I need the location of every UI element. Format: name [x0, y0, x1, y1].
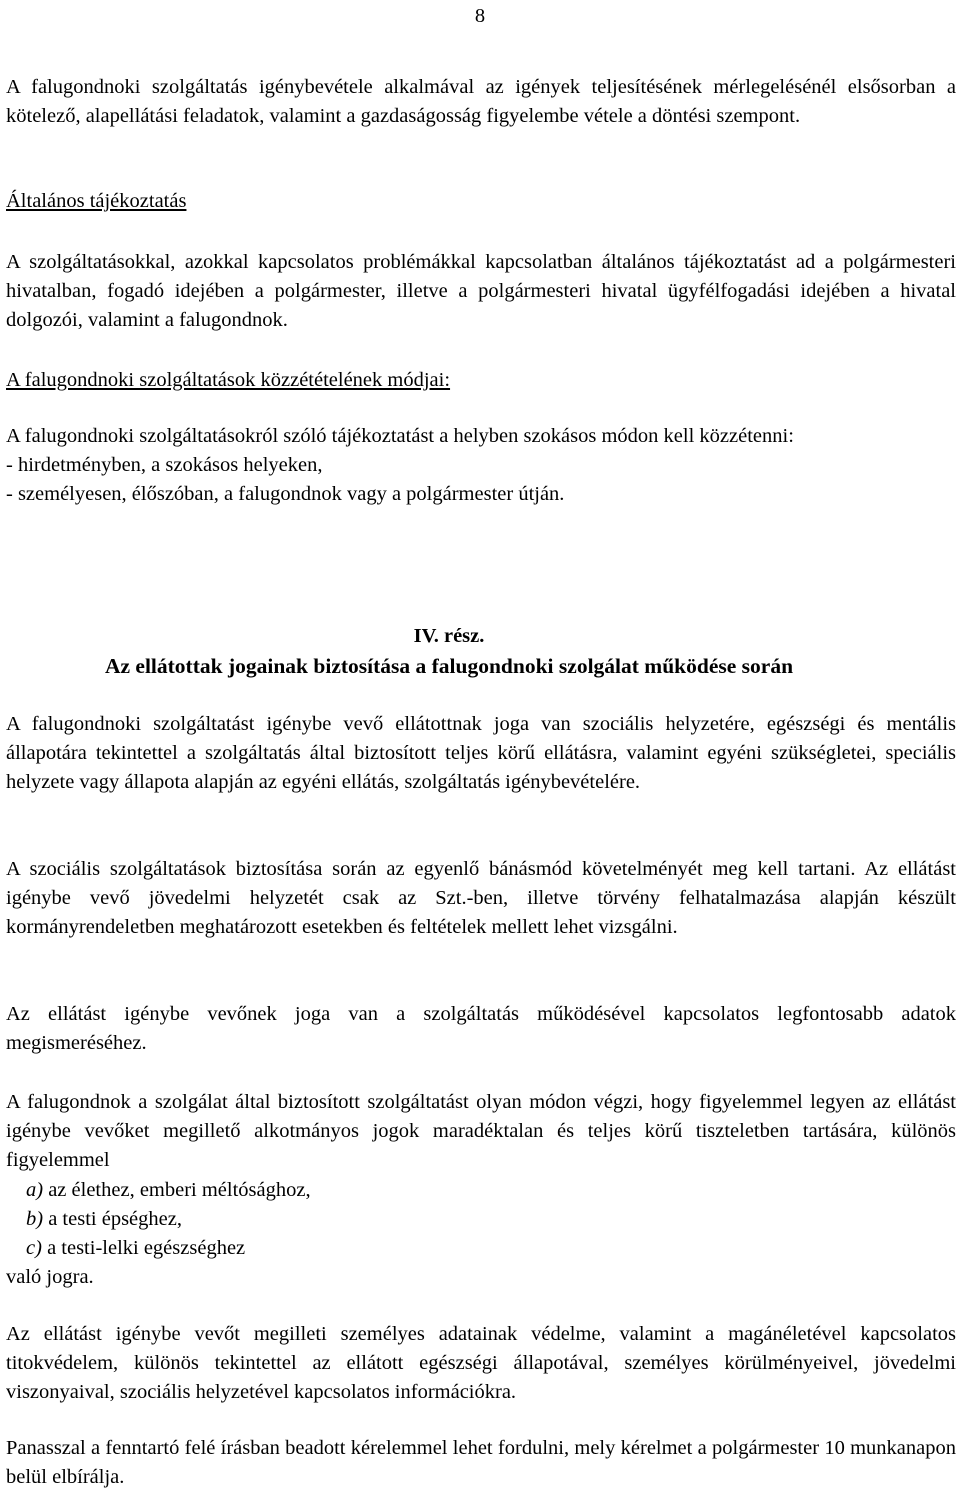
rights-paragraph-4: A falugondnok a szolgálat által biztosított szolgáltatást olyan módon végzi, hogy figyelemmel legyen az ellátást igénybe vevőket megillető alkotmányos jogok maradéktalan és teljes körű tiszteletben tartására, különös figyelemmel — [6, 1091, 956, 1172]
publication-item: - személyesen, élőszóban, a falugondnok vagy a polgármester útján. — [6, 483, 565, 506]
publication-heading: A falugondnoki szolgáltatások közzétételének módjai: — [6, 369, 451, 391]
rights-paragraph-5: Az ellátást igénybe vevőt megilleti személyes adatainak védelme, valamint a magánéletével kapcsolatos titokvédelem, különös tekintettel az ellátott egészségi állapotával, személyes körülményeivel, jövedelmi viszonyaival, szociális helyzetével kapcsolatos információkra. — [6, 1323, 956, 1404]
publication-item: - hirdetményben, a szokásos helyeken, — [6, 454, 323, 477]
list-item-text: a testi-lelki egészséghez — [41, 1237, 246, 1260]
list-item — [6, 1205, 956, 1234]
publication-section — [6, 422, 956, 510]
list-marker: c) — [26, 1237, 42, 1260]
general-info-text: A szolgáltatásokkal, azokkal kapcsolatos problémákkal kapcsolatban általános tájékoztatást ad a polgármesteri hivatalban, fogadó idejében a polgármester, illetve a polgármesteri hivatal ügyfélfogadási idejében a hivatal dolgozói, valamint a falugondnok. — [6, 251, 956, 332]
publication-text: A falugondnoki szolgáltatásokról szóló tájékoztatást a helyben szokásos módon kell közzétenni: — [6, 425, 794, 447]
rights-paragraph-1: A falugondnoki szolgáltatást igénybe vevő ellátottnak joga van szociális helyzetére, egészségi és mentális állapotára tekintettel a szolgáltatás által biztosított teljes körű ellátásra, valamint egyéni szükségletei, speciális helyzete vagy állapota alapján az egyéni ellátás, szolgáltatás igénybevételére. — [6, 713, 956, 794]
rights-paragraph-3: Az ellátást igénybe vevőnek joga van a szolgáltatás működésével kapcsolatos legfontosabb adatok megismeréséhez. — [6, 1003, 956, 1055]
list-item-text: az élethez, emberi méltósághoz, — [43, 1178, 311, 1201]
list-item — [6, 1176, 956, 1205]
part-number: IV. rész. — [413, 625, 485, 647]
rights-paragraph-6: Panasszal a fenntartó felé írásban beadott kérelemmel lehet fordulni, mely kérelmet a polgármester 10 munkanapon belül elbírálja. — [6, 1437, 956, 1489]
list-item — [6, 1234, 956, 1263]
list-marker: a) — [26, 1178, 44, 1201]
rights-paragraph-2: A szociális szolgáltatások biztosítása során az egyenlő bánásmód követelményét meg kell tartani. Az ellátást igénybe vevő jövedelmi helyzetét csak az Szt.-ben, illetve törvény felhatalmazása alapján készült kormányrendeletben meghatározott esetekben és feltételek mellett lehet vizsgálni. — [6, 858, 956, 939]
list-item-text: a testi épséghez, — [43, 1207, 182, 1230]
list-marker: b) — [26, 1207, 44, 1230]
rights-paragraph-4-block — [6, 1088, 956, 1292]
part-title: Az ellátottak jogainak biztosítása a falugondnoki szolgálat működése során — [104, 654, 794, 678]
rights-closing: való jogra. — [6, 1266, 94, 1289]
general-info-heading: Általános tájékoztatás — [6, 190, 187, 212]
page-number: 8 — [474, 5, 486, 27]
intro-paragraph: A falugondnoki szolgáltatás igénybevétele alkalmával az igények teljesítésének mérlegelésénél elsősorban a kötelező, alapellátási feladatok, valamint a gazdaságosság figyelembe vétele a döntési szempont. — [6, 76, 956, 128]
